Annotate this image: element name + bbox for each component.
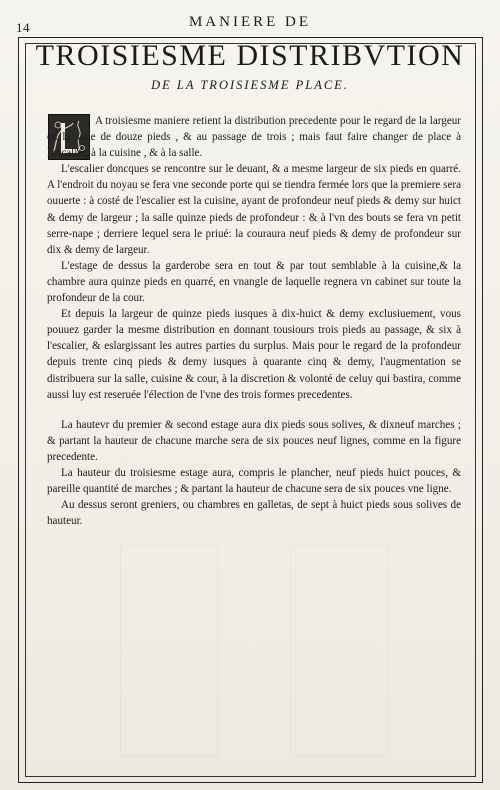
paragraph-text: A troisiesme maniere retient la distribution precedente pour le regard de la largeur en la salle de douze pieds , & au passage de trois ; mais faut faire changer de place à l'escalier, à la cuisine , & à la salle. [47,115,461,160]
chapter-subtitle: DE LA TROISIESME PLACE. [151,78,349,92]
paragraph: Au dessus seront greniers, ou chambres en galletas, de sept à huict pieds sous solives de hauteur. [47,499,461,528]
show-through-figure-left [120,545,218,757]
paragraph: L'estage de dessus la garderobe sera en tout & par tout semblable à la cuisine,& la chambre aura quinze pieds en quarré, en vnangle de laquelle regnera vn cabinet sur toute la profondeur de la cour. [47,259,461,305]
paragraph: Et depuis la largeur de quinze pieds iusques à dix-huict & demy exclusiuement, vous pouuez garder la mesme distribution en donnant tousiours trois pieds au passage, & six à l'escalier, & eslargissant les autres parties du surplus. Mais pour le regard de la profondeur depuis trente cinq pieds & demy iusques à quarante cinq & demy, l'augmentation se distribuera sur la salle, cuisine & cour, à la discretion & volonté de celuy qui bastira, comme aussi luy est reseruée l'élection de l'vne des trois formes precedentes. [47,308,461,401]
paragraph [47,113,461,161]
chapter-title: TROISIESME DISTRIBVTION [35,39,465,72]
running-head: MANIERE DE [188,14,312,30]
body-text [47,113,461,529]
paragraph: L'escalier doncques se rencontre sur le deuant, & a mesme largeur de six pieds en quarré. A l'endroit du noyau se fera vne seconde porte qui se tiendra fermée lors que la premiere sera ouuerte : à costé de l'escalier est la cuisine, ayant de profondeur neuf pieds & demy sur huict & demy de largeur ; la salle quinze pieds de profondeur : & à l'vn des bouts se fera vn petit serre-nape ; derriere lequel sera le priué: la couraura neuf pieds & demy de profondeur sur dix & demy de largeur. [47,163,461,256]
show-through-figure-right [290,545,388,757]
section-gap [47,403,461,417]
page-number: 14 [16,20,30,35]
paragraph: La hautevr du premier & second estage aura dix pieds sous solives, & dixneuf marches ; & partant la hauteur de chacune marche sera de six pouces neuf lignes, comme en la figure precedente. [47,418,461,463]
paragraph: La hauteur du troisiesme estage aura, compris le plancher, neuf pieds huict pouces, & pareille quantité de marches ; & partant la hauteur de chacune sera de six pouces vne ligne. [47,466,461,496]
